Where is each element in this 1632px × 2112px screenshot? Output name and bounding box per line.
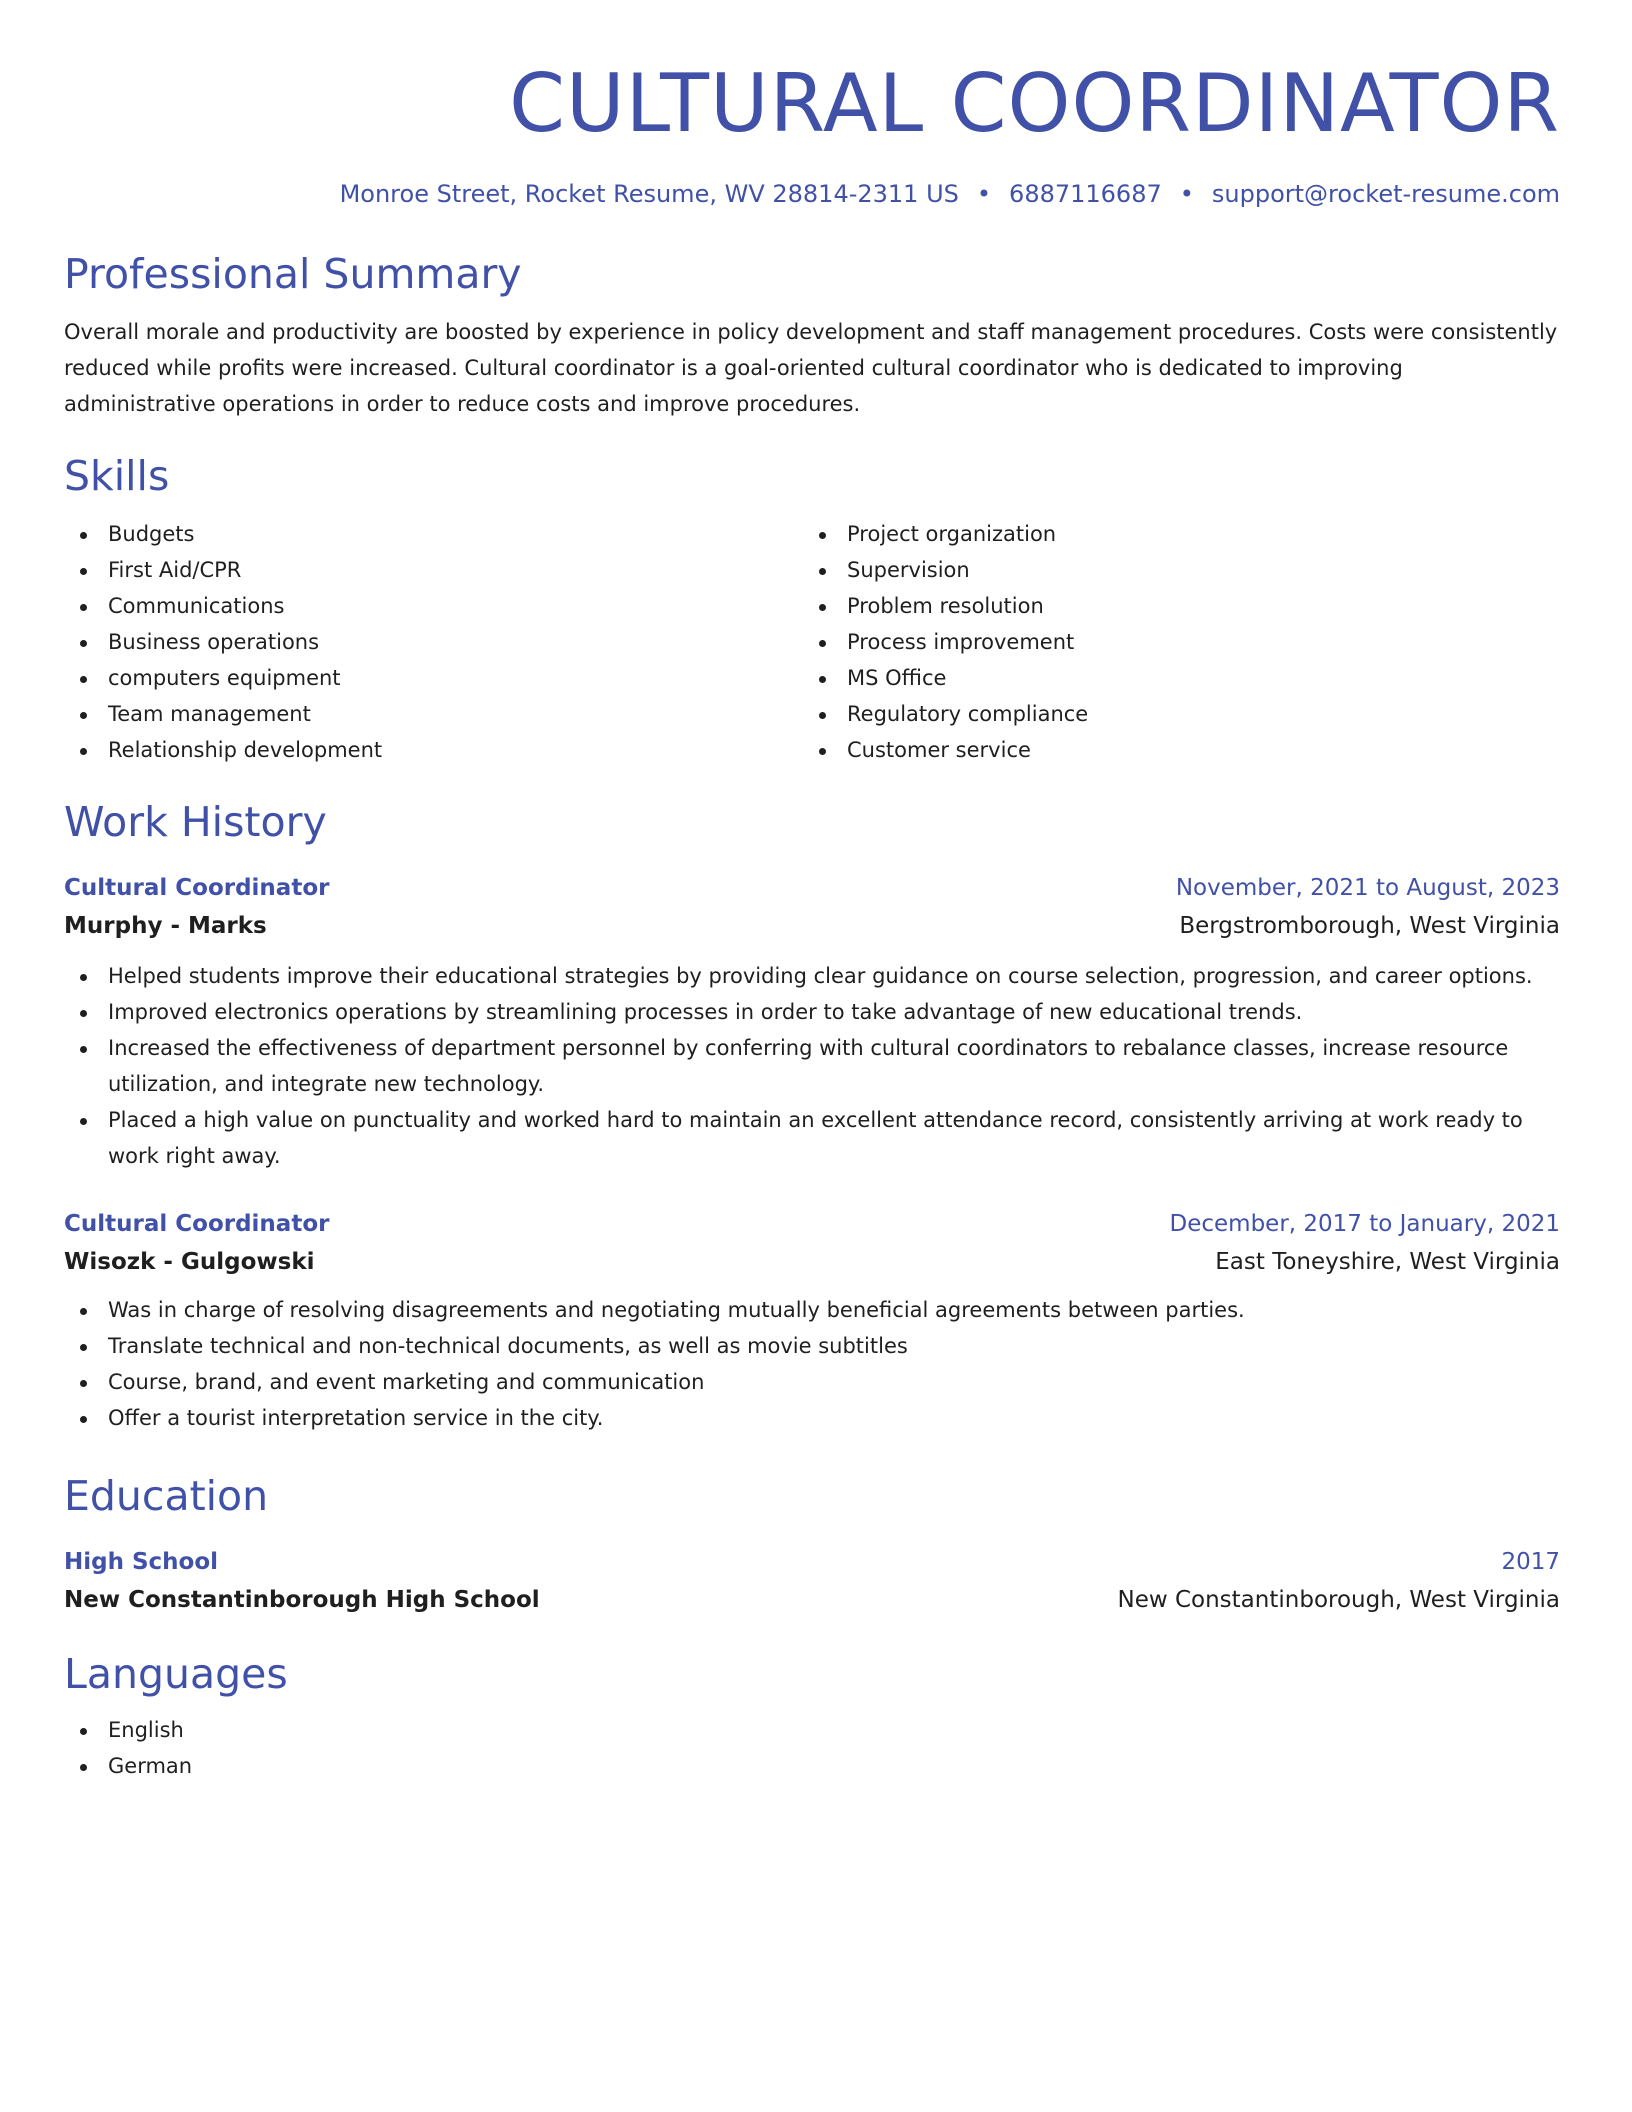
education-location: New Constantinborough, West Virginia [1117,1587,1560,1613]
skill-item: Customer service [803,732,1542,768]
education-entry [64,1544,1560,1618]
job-dates: November, 2021 to August, 2023 [1175,875,1560,901]
contact-address: Monroe Street, Rocket Resume, WV 28814-2311 US [339,180,959,208]
languages-list [64,1712,1560,1784]
section-title-skills: Skills [64,452,170,500]
contact-separator: • [1179,180,1194,208]
summary-text: Overall morale and productivity are boosted by experience in policy development and staff management procedures. Costs were consistently reduced while profits were increased. Cultural coordinator is a goal-oriented cultural coordinator who is dedicated to improving administrative operations in order to reduce costs and improve procedures. [64,320,1558,416]
resume-page [64,0,1560,1784]
job-bullets [64,1292,1560,1436]
job-dates: December, 2017 to January, 2021 [1169,1211,1560,1237]
job-bullet: Improved electronics operations by streamlining processes in order to take advantage of new educational trends. [64,994,1560,1030]
job-bullet: Placed a high value on punctuality and worked hard to maintain an excellent attendance record, consistently arriving at work ready to work right away. [64,1102,1560,1174]
skill-item: Communications [64,588,803,624]
job-location: East Toneyshire, West Virginia [1215,1249,1560,1275]
job-bullet: Was in charge of resolving disagreements and negotiating mutually beneficial agreements between parties. [64,1292,1560,1328]
job-company: Wisozk - Gulgowski [64,1249,315,1275]
education-year: 2017 [1501,1549,1560,1575]
section-title-languages: Languages [64,1650,288,1698]
education-school: New Constantinborough High School [64,1587,540,1613]
skill-item: Process improvement [803,624,1542,660]
skill-item: First Aid/CPR [64,552,803,588]
job-bullet: Course, brand, and event marketing and communication [64,1364,1560,1400]
resume-title: CULTURAL COORDINATOR [509,57,1560,150]
job-bullet: Increased the effectiveness of department personnel by conferring with cultural coordinators to rebalance classes, increase resource utilization, and integrate new technology. [64,1030,1560,1102]
contact-line [64,178,1560,210]
section-title-work-history: Work History [64,798,327,846]
skill-item: Relationship development [64,732,803,768]
job-bullets [64,958,1560,1174]
job-bullet: Offer a tourist interpretation service in the city. [64,1400,1560,1436]
contact-separator: • [976,180,992,208]
skills-column-left [64,516,803,768]
skills-list [64,516,1560,768]
skill-item: Problem resolution [803,588,1542,624]
section-title-summary: Professional Summary [64,250,522,298]
skill-item: MS Office [803,660,1542,696]
job-entry [64,870,1560,1174]
job-entry [64,1206,1560,1436]
skill-item: Business operations [64,624,803,660]
language-item: German [64,1748,1560,1784]
job-company: Murphy - Marks [64,913,267,939]
skill-item: computers equipment [64,660,803,696]
contact-phone: 6887116687 [1009,180,1162,208]
job-bullet: Translate technical and non-technical documents, as well as movie subtitles [64,1328,1560,1364]
education-degree: High School [64,1549,219,1575]
contact-email: support@rocket-resume.com [1211,180,1560,208]
job-location: Bergstromborough, West Virginia [1179,913,1560,939]
skill-item: Budgets [64,516,803,552]
skill-item: Team management [64,696,803,732]
skill-item: Supervision [803,552,1542,588]
job-role: Cultural Coordinator [64,1211,330,1237]
skill-item: Project organization [803,516,1542,552]
language-item: English [64,1712,1560,1748]
job-role: Cultural Coordinator [64,875,330,901]
skill-item: Regulatory compliance [803,696,1542,732]
skills-column-right [803,516,1542,768]
job-bullet: Helped students improve their educational strategies by providing clear guidance on course selection, progression, and career options. [64,958,1560,994]
section-title-education: Education [64,1472,269,1520]
